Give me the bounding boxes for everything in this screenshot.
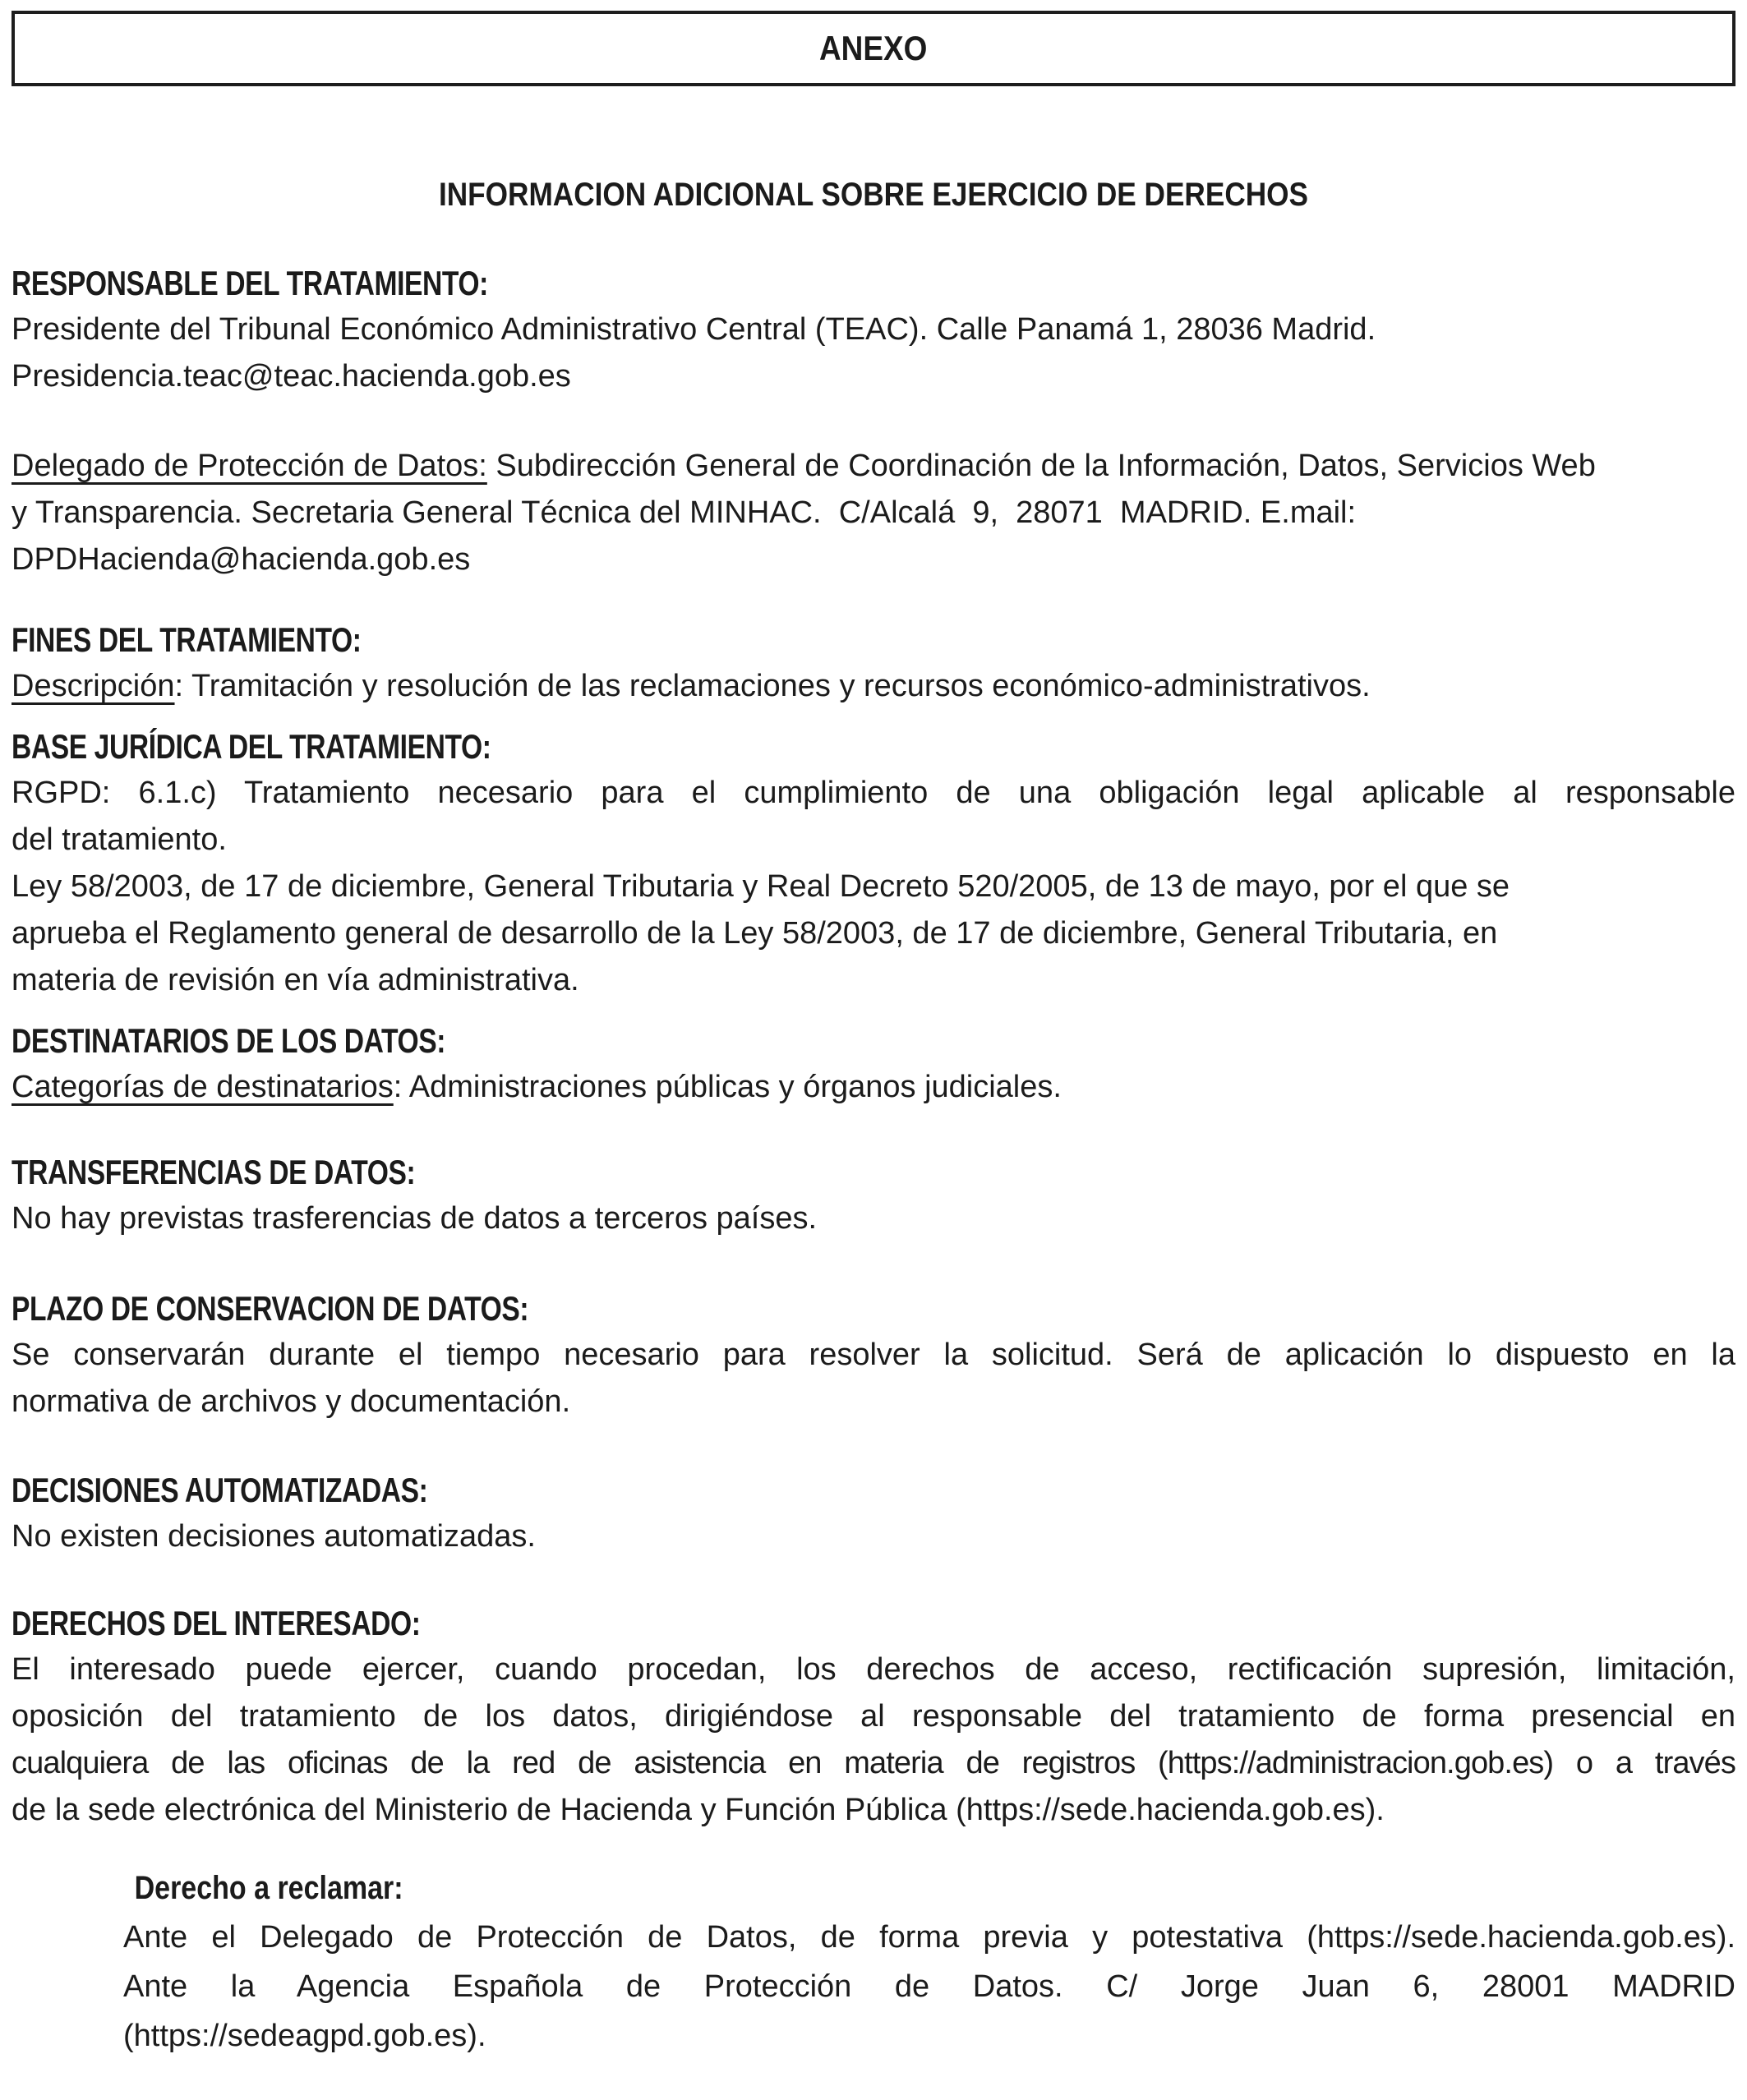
delegado-text: Subdirección General de Coordinación de la Información, Datos, Servicios Web: [486, 449, 1596, 483]
section-base-juridica: [12, 723, 1735, 1004]
body-line: Ante la Agencia Española de Protección de Datos. C/ Jorge Juan 6, 28001 MADRID: [123, 1969, 1735, 2004]
paragraph-delegado: [12, 443, 1735, 583]
heading-transferencias: TRANSFERENCIAS DE DATOS:: [12, 1153, 416, 1191]
descripcion-text: : Tramitación y resolución de las reclamaciones y recursos económico-administrativos.: [174, 669, 1371, 703]
heading-fines: FINES DEL TRATAMIENTO:: [12, 620, 362, 659]
document-page: [0, 11, 1747, 2061]
section-decisiones: [12, 1467, 1735, 1560]
body-line: [12, 1064, 1735, 1111]
heading-responsable: RESPONSABLE DEL TRATAMIENTO:: [12, 264, 488, 302]
body-line: normativa de archivos y documentación.: [12, 1384, 571, 1419]
body-line: RGPD: 6.1.c) Tratamiento necesario para el cumplimiento de una obligación legal aplicable al responsable: [12, 776, 1735, 810]
anexo-box: [12, 11, 1735, 86]
body-line: materia de revisión en vía administrativa.: [12, 963, 579, 997]
heading-derecho-a-reclamar: Derecho a reclamar:: [134, 1870, 403, 1906]
body-line: (https://sedeagpd.gob.es).: [123, 2019, 486, 2053]
section-plazo: [12, 1285, 1735, 1425]
body-line: El interesado puede ejercer, cuando procedan, los derechos de acceso, rectificación supresión, limitación,: [12, 1652, 1735, 1687]
heading-plazo: PLAZO DE CONSERVACION DE DATOS:: [12, 1289, 529, 1328]
body-line: No hay previstas trasferencias de datos a terceros países.: [12, 1201, 818, 1236]
body-line-email: DPDHacienda@hacienda.gob.es: [12, 542, 471, 577]
section-fines: [12, 616, 1735, 710]
section-transferencias: [12, 1149, 1735, 1242]
section-derechos: [12, 1600, 1735, 2061]
body-line: Se conservarán durante el tiempo necesario para resolver la solicitud. Será de aplicación lo dispuesto en la: [12, 1338, 1735, 1372]
body-line-email: Presidencia.teac@teac.hacienda.gob.es: [12, 359, 571, 394]
body-line: No existen decisiones automatizadas.: [12, 1519, 536, 1554]
body-line: de la sede electrónica del Ministerio de Hacienda y Función Pública (https://sede.hacienda.gob.es).: [12, 1793, 1385, 1827]
body-line: del tratamiento.: [12, 822, 227, 857]
body-line: aprueba el Reglamento general de desarrollo de la Ley 58/2003, de 17 de diciembre, General Tributaria, en: [12, 916, 1498, 951]
body-line: Ante el Delegado de Protección de Datos, de forma previa y potestativa (https://sede.hacienda.gob.es).: [123, 1920, 1735, 1955]
body-line: [12, 443, 1735, 490]
section-destinatarios: [12, 1017, 1735, 1111]
descripcion-label: Descripción: [12, 669, 175, 703]
body-line: [12, 663, 1735, 710]
subsection-derecho-a-reclamar: [12, 1863, 1735, 2061]
body-line: y Transparencia. Secretaria General Técnica del MINHAC. C/Alcalá 9, 28071 MADRID. E.mail:: [12, 495, 1357, 530]
body-line: Presidente del Tribunal Económico Administrativo Central (TEAC). Calle Panamá 1, 28036 Madrid.: [12, 312, 1376, 347]
heading-base-juridica: BASE JURÍDICA DEL TRATAMIENTO:: [12, 727, 491, 766]
section-responsable: [12, 260, 1735, 583]
delegado-label: Delegado de Protección de Datos:: [12, 449, 487, 483]
heading-derechos: DERECHOS DEL INTERESADO:: [12, 1604, 421, 1642]
body-line: Ley 58/2003, de 17 de diciembre, General Tributaria y Real Decreto 520/2005, de 13 de mayo, por el que se: [12, 869, 1510, 904]
categorias-text: : Administraciones públicas y órganos judiciales.: [393, 1070, 1062, 1104]
categorias-label: Categorías de destinatarios: [12, 1070, 394, 1104]
body-line: oposición del tratamiento de los datos, dirigiéndose al responsable del tratamiento de forma presencial en: [12, 1699, 1735, 1734]
heading-destinatarios: DESTINATARIOS DE LOS DATOS:: [12, 1021, 446, 1060]
body-line: cualquiera de las oficinas de la red de asistencia en materia de registros (https://administracion.gob.es) o a través: [12, 1746, 1735, 1780]
heading-decisiones: DECISIONES AUTOMATIZADAS:: [12, 1471, 428, 1509]
anexo-title: ANEXO: [819, 29, 928, 67]
document-title: INFORMACION ADICIONAL SOBRE EJERCICIO DE DERECHOS: [438, 177, 1309, 213]
